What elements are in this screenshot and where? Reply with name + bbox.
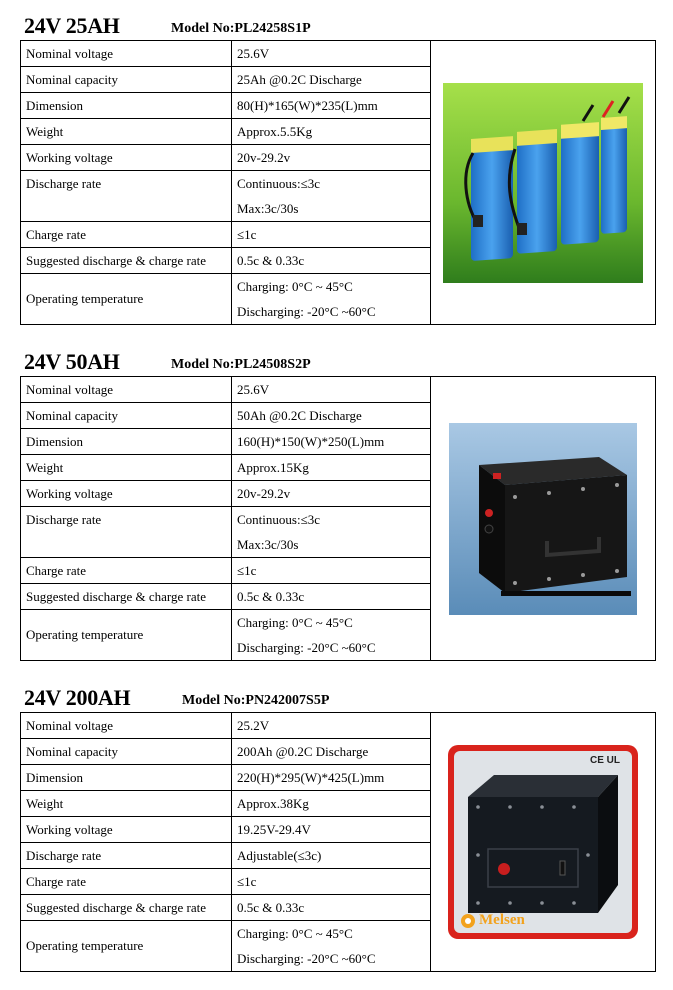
- spec-label: Charge rate: [21, 222, 232, 248]
- spec-value: 20v-29.2v: [232, 481, 431, 507]
- spec-label: Charge rate: [21, 869, 232, 895]
- model-label: Model No:: [171, 357, 235, 372]
- spec-label: Suggested discharge & charge rate: [21, 248, 232, 274]
- spec-label: Operating temperature: [21, 274, 232, 325]
- spec-value-secondary: Discharging: -20°C ~60°C: [232, 299, 431, 325]
- spec-label: Nominal capacity: [21, 403, 232, 429]
- spec-value: Approx.15Kg: [232, 455, 431, 481]
- spec-value: ≤1c: [232, 222, 431, 248]
- spec-value: ≤1c: [232, 869, 431, 895]
- spec-label: Operating temperature: [21, 610, 232, 661]
- spec-value: 20v-29.2v: [232, 145, 431, 171]
- spec-label: Working voltage: [21, 481, 232, 507]
- spec-value: ≤1c: [232, 558, 431, 584]
- spec-label: Nominal capacity: [21, 739, 232, 765]
- spec-value: 25.2V: [232, 713, 431, 739]
- section-heading: [20, 14, 654, 40]
- spec-value: 25.6V: [232, 377, 431, 403]
- product-title: 24V 200AH: [24, 685, 131, 710]
- spec-label: Dimension: [21, 765, 232, 791]
- spec-table: [20, 40, 656, 325]
- spec-label: Working voltage: [21, 145, 232, 171]
- product-photo-25ah: [443, 83, 643, 283]
- spec-label: Working voltage: [21, 817, 232, 843]
- certification-marks: CE UL: [590, 755, 620, 766]
- spec-value: 80(H)*165(W)*235(L)mm: [232, 93, 431, 119]
- spec-label: Weight: [21, 791, 232, 817]
- spec-label: Dimension: [21, 429, 232, 455]
- spec-value: Approx.38Kg: [232, 791, 431, 817]
- product-photo-50ah: [449, 423, 637, 615]
- spec-label: Discharge rate: [21, 507, 232, 558]
- model-number: [171, 357, 311, 373]
- spec-table: [20, 376, 656, 661]
- spec-value-secondary: Discharging: -20°C ~60°C: [232, 635, 431, 661]
- spec-label: Suggested discharge & charge rate: [21, 584, 232, 610]
- spec-value: 200Ah @0.2C Discharge: [232, 739, 431, 765]
- spec-value: Charging: 0°C ~ 45°C: [232, 610, 431, 636]
- model-label: Model No:: [171, 21, 235, 36]
- table-row: [21, 713, 656, 739]
- product-title: 24V 25AH: [24, 13, 120, 38]
- spec-value: 50Ah @0.2C Discharge: [232, 403, 431, 429]
- spec-label: Nominal voltage: [21, 41, 232, 67]
- section-heading: [20, 350, 654, 376]
- model-number: [182, 693, 329, 709]
- product-photo-cell: [431, 377, 656, 661]
- product-photo-cell: [431, 713, 656, 972]
- spec-label: Weight: [21, 119, 232, 145]
- spec-table: [20, 712, 656, 972]
- spec-label: Suggested discharge & charge rate: [21, 895, 232, 921]
- model-number: [171, 21, 311, 37]
- product-photo-200ah: [448, 745, 638, 939]
- model-value: PL24508S2P: [234, 357, 311, 372]
- spec-label: Operating temperature: [21, 921, 232, 972]
- spec-value: Charging: 0°C ~ 45°C: [232, 921, 431, 947]
- spec-label: Discharge rate: [21, 843, 232, 869]
- spec-value-secondary: Discharging: -20°C ~60°C: [232, 946, 431, 972]
- product-section-25ah: [20, 14, 654, 325]
- model-label: Model No:: [182, 693, 246, 708]
- product-section-200ah: [20, 686, 654, 972]
- spec-value: Continuous:≤3c: [232, 507, 431, 533]
- section-heading: [20, 686, 654, 712]
- spec-label: Nominal voltage: [21, 377, 232, 403]
- spec-label: Nominal capacity: [21, 67, 232, 93]
- spec-value: Adjustable(≤3c): [232, 843, 431, 869]
- product-photo-cell: [431, 41, 656, 325]
- spec-value: 0.5c & 0.33c: [232, 584, 431, 610]
- spec-label: Nominal voltage: [21, 713, 232, 739]
- brand-logo-text: Melsen: [479, 912, 525, 928]
- spec-value: 220(H)*295(W)*425(L)mm: [232, 765, 431, 791]
- spec-value: 19.25V-29.4V: [232, 817, 431, 843]
- model-value: PN242007S5P: [245, 693, 330, 708]
- spec-value: 160(H)*150(W)*250(L)mm: [232, 429, 431, 455]
- spec-label: Dimension: [21, 93, 232, 119]
- spec-value-secondary: Max:3c/30s: [232, 196, 431, 222]
- product-section-50ah: [20, 350, 654, 661]
- model-value: PL24258S1P: [234, 21, 311, 36]
- spec-value: Approx.5.5Kg: [232, 119, 431, 145]
- table-row: [21, 41, 656, 67]
- spec-value: 25.6V: [232, 41, 431, 67]
- spec-value: 0.5c & 0.33c: [232, 895, 431, 921]
- spec-label: Weight: [21, 455, 232, 481]
- spec-value: Continuous:≤3c: [232, 171, 431, 197]
- spec-label: Charge rate: [21, 558, 232, 584]
- battery-box-illustration: [448, 745, 638, 939]
- spec-value: Charging: 0°C ~ 45°C: [232, 274, 431, 300]
- product-title: 24V 50AH: [24, 349, 120, 374]
- spec-label: Discharge rate: [21, 171, 232, 222]
- spec-value-secondary: Max:3c/30s: [232, 532, 431, 558]
- table-row: [21, 377, 656, 403]
- spec-value: 0.5c & 0.33c: [232, 248, 431, 274]
- spec-value: 25Ah @0.2C Discharge: [232, 67, 431, 93]
